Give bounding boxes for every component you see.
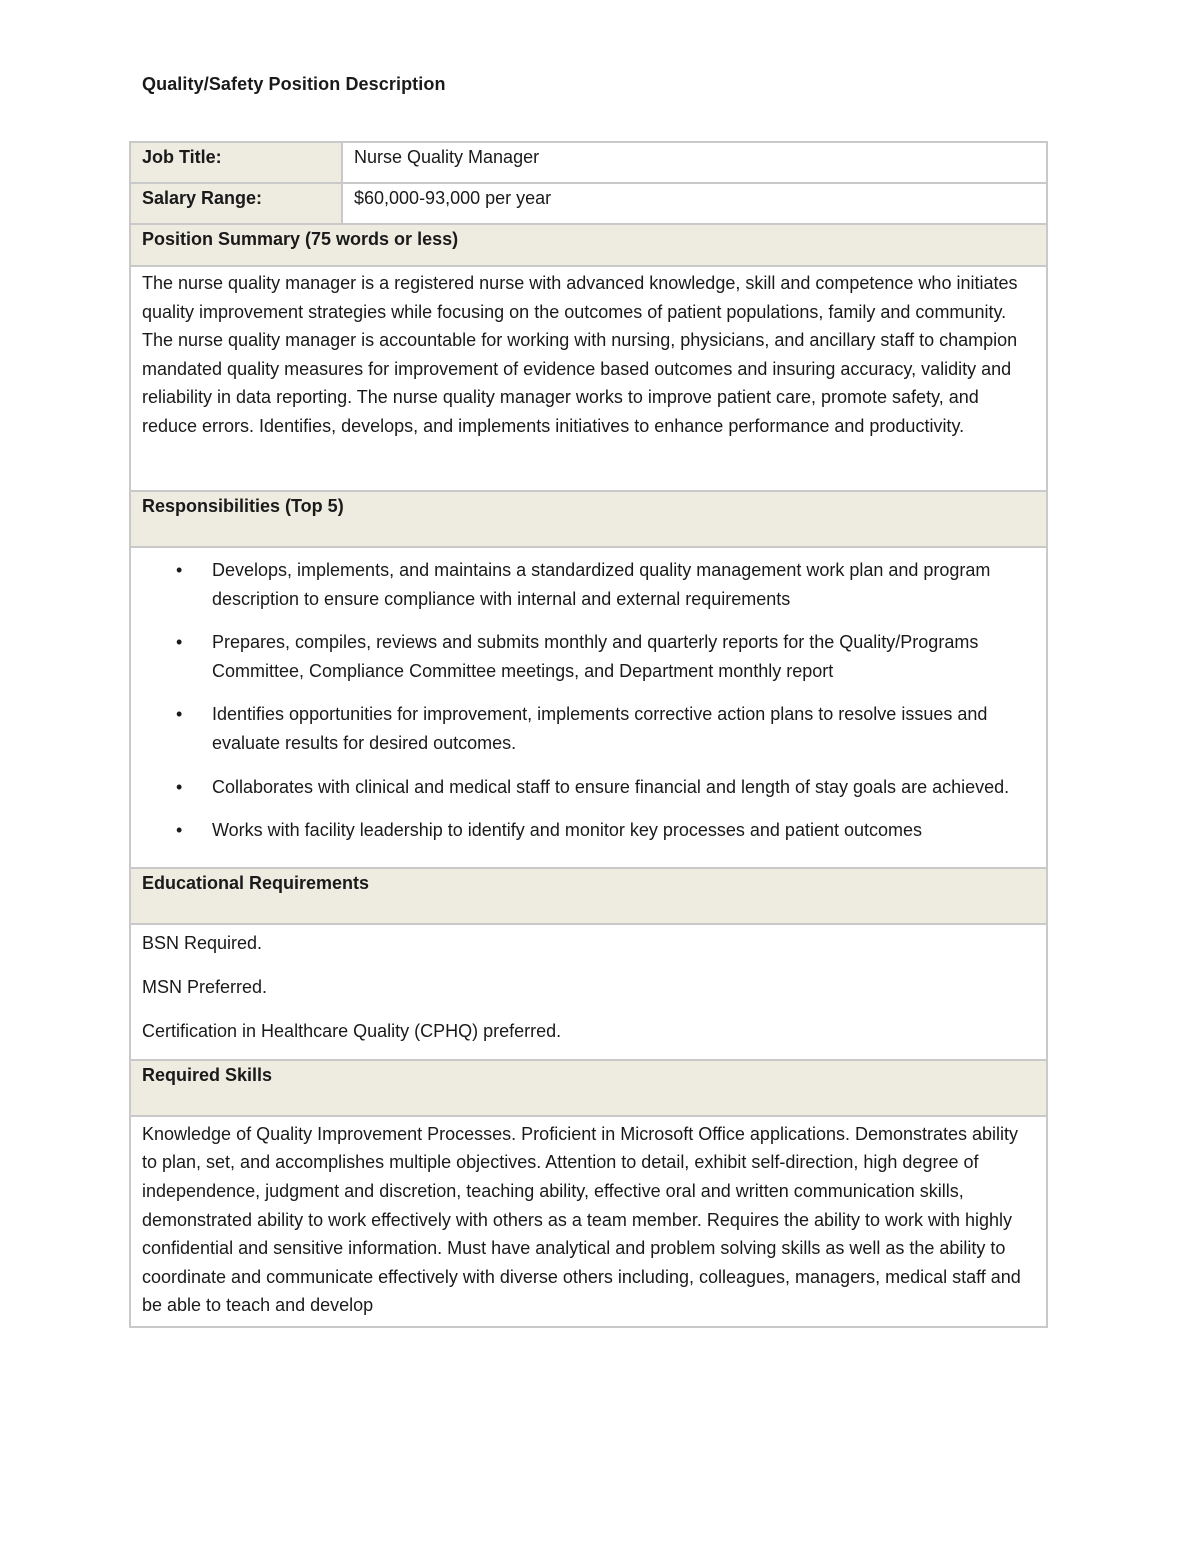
list-item [142,556,1038,613]
education-heading: Educational Requirements [130,868,1047,924]
education-item: BSN Required. [142,932,263,953]
bullet-icon: • [176,632,183,653]
salary-range-row [130,183,1047,224]
skills-heading: Required Skills [130,1060,1047,1116]
document-title: Quality/Safety Position Description [142,74,446,94]
responsibilities-heading: Responsibilities (Top 5) [130,491,1047,547]
education-header-row [130,868,1047,924]
position-summary-heading: Position Summary (75 words or less) [130,224,1047,266]
bullet-icon: • [176,776,183,797]
job-title-label: Job Title: [130,142,342,183]
education-item: Certification in Healthcare Quality (CPHQ) preferred. [142,1020,562,1041]
responsibility-text: Works with facility leadership to identify and monitor key processes and patient outcomes [212,820,923,841]
responsibilities-header-row [130,491,1047,547]
responsibility-text: Develops, implements, and maintains a standardized quality management work plan and program description to ensure compliance with internal and external requirements [212,560,991,609]
responsibilities-row [130,547,1047,868]
list-item [142,816,1038,845]
job-title-value: Nurse Quality Manager [342,142,1047,183]
skills-row [130,1116,1047,1327]
position-summary-text: The nurse quality manager is a registered nurse with advanced knowledge, skill and competence who initiates quality improvement strategies while focusing on the outcomes of patient populations, family and community. The nurse quality manager is accountable for working with nursing, physicians, and ancillary staff to champion mandated quality measures for improvement of evidence based outcomes and insuring accuracy, validity and reliability in data reporting. The nurse quality manager works to improve patient care, promote safety, and reduce errors. Identifies, develops, and implements initiatives to enhance performance and productivity. [130,266,1047,491]
bullet-icon: • [176,704,183,725]
list-item [142,773,1038,802]
salary-range-label: Salary Range: [130,183,342,224]
bullet-icon: • [176,560,183,580]
position-description-table [129,141,1048,1328]
position-summary-row [130,266,1047,491]
responsibility-text: Identifies opportunities for improvement, implements corrective action plans to resolve issues and evaluate results for desired outcomes. [212,704,988,753]
list-item [142,628,1038,685]
education-row [130,924,1047,1060]
responsibility-text: Prepares, compiles, reviews and submits monthly and quarterly reports for the Quality/Programs Committee, Compliance Committee meetings, and Department monthly report [212,632,979,681]
position-summary-header-row [130,224,1047,266]
salary-range-value: $60,000-93,000 per year [342,183,1047,224]
skills-text: Knowledge of Quality Improvement Processes. Proficient in Microsoft Office applications. Demonstrates ability to plan, set, and accomplishes multiple objectives. Attention to detail, exhibit self-direction, high degree of independence, judgment and discretion, teaching ability, effective oral and written communication skills, demonstrated ability to work effectively with others as a team member. Requires the ability to work with highly confidential and sensitive information. Must have analytical and problem solving skills as well as the ability to coordinate and communicate effectively with diverse others including, colleagues, managers, medical staff and be able to teach and develop [130,1116,1047,1327]
bullet-icon: • [176,820,183,841]
skills-header-row [130,1060,1047,1116]
responsibilities-list [142,556,1038,845]
responsibility-text: Collaborates with clinical and medical staff to ensure financial and length of stay goals are achieved. [212,776,1010,797]
education-item: MSN Preferred. [142,976,268,997]
list-item [142,700,1038,757]
education-cell [130,924,1047,1060]
job-title-row [130,142,1047,183]
responsibilities-cell [130,547,1047,868]
